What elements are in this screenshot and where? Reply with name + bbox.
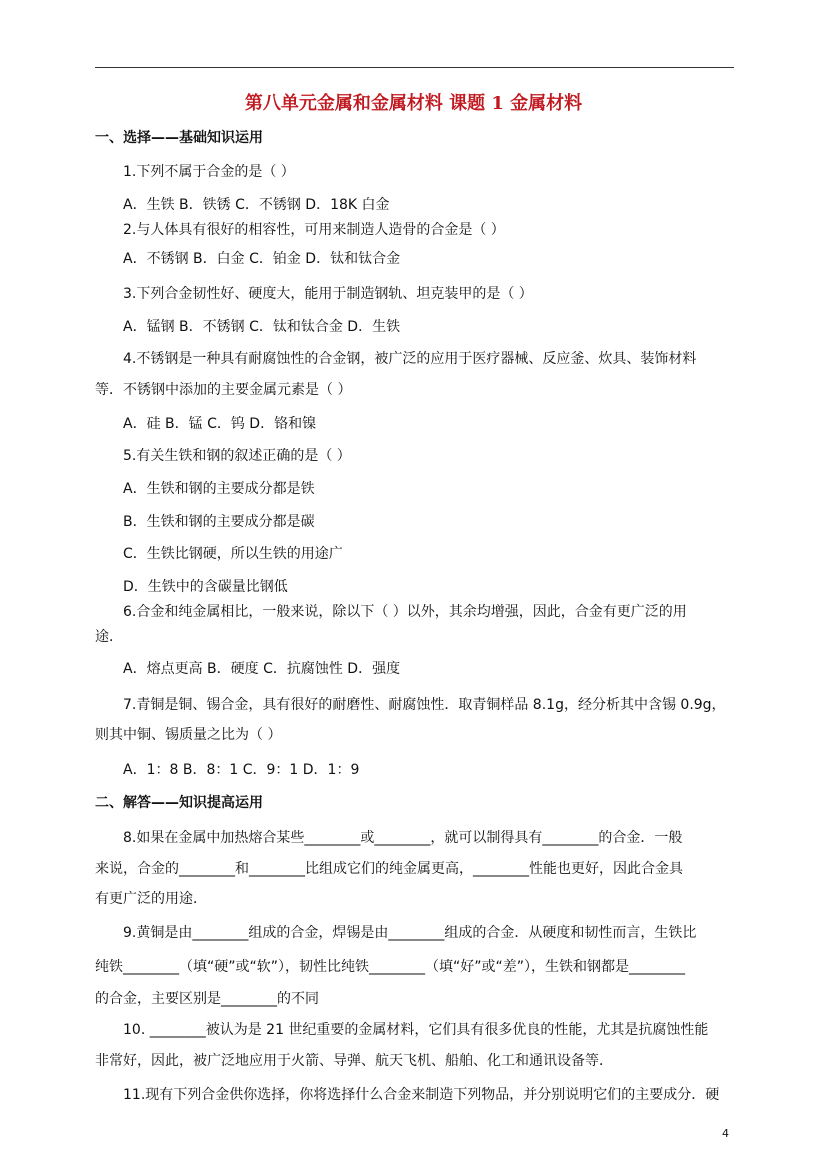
answer-options: A．不锈钢 B．白金 C．铂金 D．钛和钛合金 xyxy=(123,251,401,267)
answer-options: A．锰钢 B．不锈钢 C．钛和钛合金 D．生铁 xyxy=(123,319,401,335)
answer-options: A．生铁 B．铁锈 C．不锈钢 D．18K 白金 xyxy=(123,197,390,213)
question-text: 则其中铜、锡质量之比为（ ） xyxy=(95,727,282,743)
question-text: 7.青铜是铜、锡合金，具有很好的耐磨性、耐腐蚀性．取青铜样品 8.1g，经分析其中含锡 0.9g， xyxy=(123,697,726,713)
answer-option: B．生铁和钢的主要成分都是碳 xyxy=(123,514,315,530)
question-text: 5.有关生铁和钢的叙述正确的是（ ） xyxy=(123,448,351,464)
question-text: 2.与人体具有很好的相容性，可用来制造人造骨的合金是（ ） xyxy=(123,222,505,238)
page-number: 4 xyxy=(722,1127,729,1140)
answer-option: A．生铁和钢的主要成分都是铁 xyxy=(123,481,315,497)
question-text: 4.不锈钢是一种具有耐腐蚀性的合金钢，被广泛的应用于医疗器械、反应釜、炊具、装饰材料 xyxy=(123,351,697,367)
question-text: 纯铁________（填“硬”或“软”），韧性比纯铁________（填“好”或“差”），生铁和钢都是________ xyxy=(95,959,686,975)
question-text: 等．不锈钢中添加的主要金属元素是（ ） xyxy=(95,382,352,398)
section-heading: 一、选择——基础知识运用 xyxy=(95,130,263,146)
question-text: 途． xyxy=(95,629,123,645)
page-title: 第八单元金属和金属材料 课题 1 金属材料 xyxy=(244,93,583,114)
question-text: 9.黄铜是由________组成的合金，焊锡是由________组成的合金．从硬度和韧性而言，生铁比 xyxy=(123,925,697,941)
question-text: 1.下列不属于合金的是（ ） xyxy=(123,164,295,180)
answer-option: C．生铁比钢硬，所以生铁的用途广 xyxy=(123,546,343,562)
question-text: 11.现有下列合金供你选择，你将选择什么合金来制造下列物品，并分别说明它们的主要成分．硬 xyxy=(123,1087,720,1103)
question-text: 来说，合金的________和________比组成它们的纯金属更高，________性能也更好，因此合金具 xyxy=(95,861,683,877)
answer-options: A．硅 B．锰 C．钨 D．铬和镍 xyxy=(123,416,317,432)
question-text: 非常好，因此，被广泛地应用于火箭、导弹、航天飞机、船舶、化工和通讯设备等． xyxy=(95,1053,613,1069)
header-rule xyxy=(95,67,734,68)
question-text: 3.下列合金韧性好、硬度大，能用于制造钢轨、坦克装甲的是（ ） xyxy=(123,286,533,302)
answer-option: D．生铁中的含碳量比钢低 xyxy=(123,579,288,595)
question-text: 的合金，主要区别是________的不同 xyxy=(95,991,319,1007)
section-heading: 二、解答——知识提高运用 xyxy=(95,795,263,811)
question-text: 有更广泛的用途． xyxy=(95,891,207,907)
question-text: 6.合金和纯金属相比，一般来说，除以下（ ）以外，其余均增强，因此，合金有更广泛的用 xyxy=(123,604,687,620)
answer-options: A．1：8 B．8：1 C．9：1 D．1：9 xyxy=(123,762,360,778)
answer-options: A．熔点更高 B．硬度 C．抗腐蚀性 D．强度 xyxy=(123,661,401,677)
question-text: 8.如果在金属中加热熔合某些________或________，就可以制得具有________的合金．一般 xyxy=(123,830,683,846)
question-text: 10. ________被认为是 21 世纪重要的金属材料，它们具有很多优良的性能，尤其是抗腐蚀性能 xyxy=(123,1022,709,1038)
